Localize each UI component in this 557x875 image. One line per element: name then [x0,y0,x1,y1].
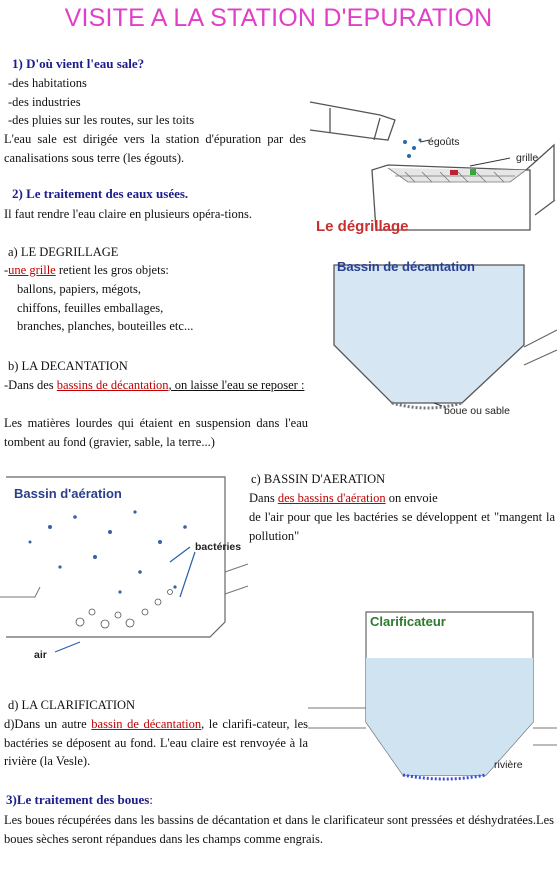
degrillage-figure [310,100,557,242]
decantation-line: -Dans des bassins de décantation, on laisse l'eau se reposer : [4,378,305,392]
riviere-label: rivière [494,759,523,771]
decantation-figure [312,255,557,420]
aeration-text: de l'air pour que les bactéries se développent et "mangent la pollution" [249,510,555,543]
decantation-heading: b) LA DECANTATION [8,359,128,373]
page-title: VISITE A LA STATION D'EPURATION [64,4,493,32]
section-3-heading: 3)Le traitement des boues [6,792,150,807]
section-1-text: L'eau sale est dirigée vers la station d'épuration par des canalisations sous terre (les égouts). [4,132,306,165]
boue-sable-label: boue ou sable [444,405,510,417]
section-3-heading-wrap: 3)Le traitement des boues: [6,792,153,807]
list-item: -des habitations [8,76,87,90]
section-1-list [8,74,308,130]
clarification-text: d)Dans un autre bassin de décantation, le clarifi-cateur, les bactéries se déposent au fond. L'eau claire est renvoyée à la rivière (la Vesle). [4,717,308,769]
decantation-figure-title: Bassin de décantation [337,259,475,274]
degrillage-figure-title: Le dégrillage [316,218,409,235]
aeration-figure-title: Bassin d'aération [14,486,122,501]
degrillage-objects: ballons, papiers, mégots, chiffons, feuilles emballages, branches, planches, bouteilles etc... [17,282,194,334]
decantation-text: Les matières lourdes qui étaient en suspension dans l'eau tombent au fond (gravier, sable, la terre...) [4,416,308,449]
section-2-intro: Il faut rendre l'eau claire en plusieurs opéra-tions. [4,207,252,221]
clarification-heading: d) LA CLARIFICATION [8,698,136,712]
egouts-label: égoûts [428,136,460,148]
section-3-text: Les boues récupérées dans les bassins de décantation et dans le clarificateur sont pressées et déshydratées.Les boues sèches seront répandues dans les champs comme engrais. [4,813,554,846]
aeration-line: Dans des bassins d'aération on envoie [249,491,438,505]
grille-label: grille [516,152,539,164]
section-2-heading: 2) Le traitement des eaux usées. [12,186,189,201]
bassin-decantation-link-2[interactable]: bassin de décantation [91,717,202,731]
clarificateur-figure-title: Clarificateur [370,614,446,629]
degrillage-heading: a) LE DEGRILLAGE [8,245,119,259]
air-label: air [34,649,47,661]
degrillage-text: -une grille retient les gros objets: [4,263,169,277]
list-item: -des industries [8,94,81,109]
section-1-heading: 1) D'où vient l'eau sale? [12,56,145,71]
bacteries-label: bactéries [195,541,242,553]
clarificateur-figure [308,610,557,790]
bassin-decantation-link[interactable]: bassins de décantation [56,378,169,392]
list-item: -des pluies sur les routes, sur les toits [8,113,195,128]
aeration-heading: c) BASSIN D'AERATION [251,472,386,486]
grille-link[interactable]: une grille [8,263,56,277]
bassins-aeration-link[interactable]: des bassins d'aération [277,491,386,505]
aeration-figure [0,472,248,667]
